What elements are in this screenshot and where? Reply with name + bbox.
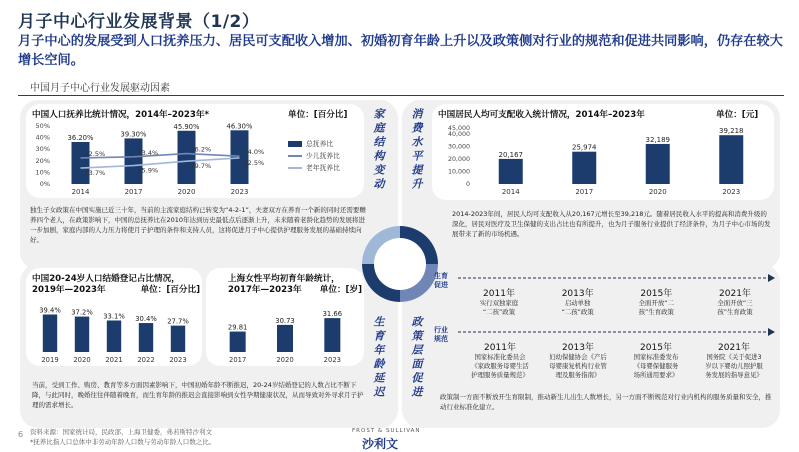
x-tick-label: 2021	[105, 356, 123, 364]
bar-value-label: 46.30%	[226, 122, 253, 131]
center-ring-graphic	[354, 218, 446, 310]
label-fertility-age: 生育年龄延迟	[372, 316, 385, 400]
marriage-chart-unit: 单位：[百分比]	[140, 285, 200, 295]
y-tick-label: 10,000	[447, 168, 470, 176]
brand-logo: 沙利文	[362, 437, 399, 451]
brand-english: FROST & SULLIVAN	[352, 428, 421, 434]
source-note: 资料来源：国家统计局，民政部，上海卫健委，弗若斯特沙利文	[30, 428, 212, 436]
shanghai-chart-unit: 单位：[岁]	[319, 285, 362, 295]
bar-value-label: 39.4%	[39, 306, 61, 315]
line-value-label: 22.5%	[243, 158, 265, 167]
bar-value-label: 45.90%	[173, 122, 200, 131]
x-tick-label: 2023	[722, 188, 741, 196]
header-divider	[18, 95, 784, 96]
shanghai-chart	[206, 298, 364, 366]
x-tick-label: 2017	[124, 188, 143, 196]
page-subtitle: 月子中心的发展受到人口抚养压力、居民可支配收入增加、初婚初育年龄上升以及政策侧对行业的规范和促进共同影响，仍存在较大增长空间。	[18, 34, 783, 68]
y-tick-label: 30,000	[447, 143, 470, 151]
y-tick-label: 0%	[39, 180, 50, 188]
policy-row2	[462, 340, 772, 380]
bar-value-label: 39,218	[719, 127, 744, 136]
policy-row1-item: 2015年 全面开放“二 孩”生育政策	[638, 289, 674, 316]
y-tick-label: 45,000	[447, 125, 470, 132]
income-chart	[432, 118, 774, 200]
dependency-chart-unit: 单位：[百分比]	[288, 110, 348, 120]
x-tick-label: 2017	[229, 356, 247, 364]
legend-swatch	[288, 141, 302, 147]
x-tick-label: 2020	[73, 356, 91, 364]
y-tick-label: 0	[465, 181, 470, 188]
bar-value-label: 30.4%	[135, 315, 157, 324]
bar	[171, 326, 185, 352]
x-tick-label: 2020	[177, 188, 196, 196]
y-tick-label: 40%	[35, 133, 50, 142]
bar-value-label: 29.81	[227, 323, 248, 332]
policy-row1-item: 2021年 全面开放“三 孩”生育政策	[717, 289, 753, 316]
bar-value-label: 27.7%	[167, 317, 189, 326]
line-value-label: 13.7%	[84, 169, 106, 178]
line-value-label: 19.7%	[190, 162, 212, 171]
x-tick-label: 2020	[276, 356, 294, 364]
section-label: 中国月子中心行业发展驱动因素	[30, 83, 170, 94]
legend-label: 老年抚养比	[306, 164, 340, 172]
line-value-label: 22.5%	[84, 149, 106, 158]
y-tick-label: 50%	[35, 122, 50, 130]
policy-row1-label: 生育促进	[434, 272, 448, 289]
line-value-label: 23.4%	[137, 148, 159, 157]
bar-value-label: 32,189	[645, 135, 670, 144]
bar	[72, 142, 90, 184]
policy-row2-item: 2013年 妇幼保健协会《产后 母婴康复机构行业管 理及服务指南》	[549, 343, 607, 379]
y-tick-label: 20%	[35, 156, 50, 165]
page-number: 6	[18, 430, 24, 439]
bar-value-label: 36.20%	[67, 134, 94, 143]
legend-label: 总抚养比	[306, 140, 334, 148]
age-description: 当前，受到工作、购房、教育等多方面因素影响下，中国初婚年龄不断推迟，20-24岁结婚登记的人数占比不断下降，与此同时，晚婚往往伴随着晚育，而生育年龄的推迟会直接影响到女性孕期健康状况，从而导致对外寻求月子护理的需求增长。	[32, 381, 364, 409]
x-tick-label: 2020	[648, 188, 667, 196]
bar	[646, 144, 670, 184]
bar-value-label: 30.73	[275, 316, 295, 325]
bar	[43, 314, 57, 352]
income-chart-unit: 单位：[元]	[716, 110, 759, 120]
y-tick-label: 40,000	[447, 131, 470, 139]
line-value-label: 24.0%	[243, 148, 265, 157]
bar-value-label: 20,167	[498, 150, 523, 159]
shanghai-chart-title: 上海女性平均初育年龄统计，2017年—2023年	[228, 274, 340, 295]
marriage-chart	[26, 298, 202, 366]
bar	[125, 138, 143, 184]
footnote: *抚养比指人口总体中非劳动年龄人口数与劳动年龄人口数之比。	[30, 438, 216, 446]
policy-row1-item: 2011年 实行双独家庭 “二孩”政策	[479, 289, 519, 316]
y-tick-label: 30%	[35, 145, 50, 154]
x-tick-label: 2023	[230, 188, 249, 196]
label-family-structure: 家庭结构变动	[372, 108, 385, 192]
x-tick-label: 2017	[575, 188, 594, 196]
bar-value-label: 33.1%	[103, 312, 125, 321]
policy-row2-item: 2021年 国务院《关于促进3 岁以下婴幼儿照护服 务发展的指导意见》	[705, 343, 763, 379]
marriage-chart-title: 中国20-24岁人口结婚登记占比情况，2019年—2023年	[32, 274, 180, 295]
income-chart-title: 中国居民人均可支配收入统计情况，2014年–2023年	[438, 110, 645, 120]
bar	[719, 135, 743, 184]
bar	[572, 152, 596, 184]
x-tick-label: 2022	[137, 356, 155, 364]
bar-value-label: 25,974	[572, 143, 597, 152]
x-tick-label: 2023	[323, 356, 341, 364]
x-tick-label: 2023	[169, 356, 187, 364]
bar	[499, 159, 523, 184]
dependency-chart-title: 中国人口抚养比统计情况，2014年–2023年*	[32, 110, 209, 120]
label-consumption: 消费水平提升	[410, 108, 423, 192]
policy-row2-arrow	[456, 326, 776, 338]
label-policy: 政策层面促进	[410, 316, 423, 400]
bar	[230, 332, 246, 352]
y-tick-label: 10%	[35, 168, 50, 177]
income-description: 2014-2023年间，居民人均可支配收入从20,167元增长至39,218元。随着居民收入水平的提高和消费升级的深化，居民对医疗及卫生保健的支出占比也有所提升，也为月子服务行业提供了经济条件，为月子中心市场的发展带来了新的市场机遇。	[452, 210, 771, 238]
dependency-chart	[26, 118, 364, 200]
bar	[139, 323, 153, 352]
policy-row1-arrow	[456, 272, 776, 284]
policy-row1	[462, 286, 772, 322]
y-tick-label: 20,000	[447, 156, 470, 164]
policy-description: 政策制一方面不断放开生育限制，推动新生儿出生人数增长，另一方面不断规范对行业内机构的服务质量和安全，推动行业标准化建立。	[440, 393, 772, 411]
bar	[107, 320, 121, 352]
legend-label: 少儿抚养比	[306, 152, 340, 160]
bar-value-label: 31.66	[322, 310, 343, 319]
bar	[231, 130, 249, 184]
bar	[324, 318, 340, 352]
x-tick-label: 2014	[501, 188, 520, 196]
x-tick-label: 2019	[41, 356, 59, 364]
bar	[277, 325, 293, 352]
policy-row1-item: 2013年 启动单独 “二孩”政策	[561, 289, 594, 316]
line-value-label: 26.2%	[190, 145, 212, 154]
policy-row2-item: 2015年 国家标准委发布 《母婴保健服务 场所通用要求》	[633, 343, 679, 379]
bar	[178, 131, 196, 184]
bar-value-label: 37.2%	[71, 308, 93, 317]
policy-row2-item: 2011年 国家标准化委员会 《家政服务母婴生活 护理服务质量规范》	[471, 343, 529, 379]
bar-value-label: 39.30%	[120, 130, 147, 139]
line-value-label: 15.9%	[137, 166, 159, 175]
policy-row2-label: 行业规范	[434, 326, 448, 343]
bar	[75, 317, 89, 352]
page-title: 月子中心行业发展背景（1/2）	[18, 12, 260, 32]
x-tick-label: 2014	[71, 188, 90, 196]
dependency-description: 独生子女政策在中国实施已近三十年，当前的主流家庭结构已转变为“4-2-1”，夫妻双方在养育一个新的同时还需要赡养四个老人，在政策影响下，中国的总抚养比在2010年达到历史最低点后逐渐上升，未来随着老龄化趋势的发展将进一步加剧，家庭内部的人力压力将使月子护理的条件和支持人员，这将促进月子中心提供护理服务发展的基础持续向好。	[30, 206, 366, 244]
